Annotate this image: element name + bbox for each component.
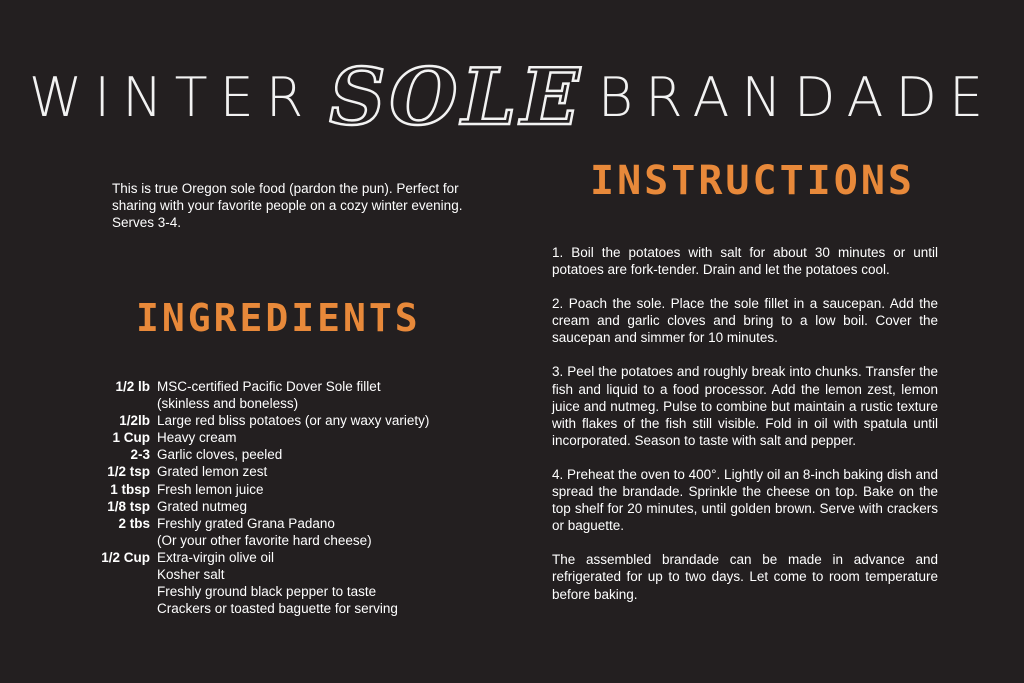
ingredient-item: Kosher salt — [157, 567, 225, 583]
ingredient-row — [60, 378, 480, 412]
ingredient-qty: 1/2 lb — [115, 379, 150, 394]
instruction-step: 1. Boil the potatoes with salt for about 30 minutes or until potatoes are fork-tender. Drain and let the potatoes cool. — [552, 245, 938, 278]
ingredient-item: Grated nutmeg — [157, 498, 248, 514]
ingredient-qty: 2-3 — [130, 447, 150, 463]
ingredient-row — [60, 600, 480, 617]
ingredient-qty: 1/2lb — [119, 413, 150, 429]
instruction-step: 4. Preheat the oven to 400°. Lightly oil an 8-inch baking dish and spread the brandade. Sprinkle the cheese on top. Bake on the top shelf for 20 minutes, until golden brown. Serve with crackers or baguette. — [552, 466, 938, 534]
ingredient-qty: 1/8 tsp — [107, 498, 150, 514]
ingredient-row — [60, 429, 480, 446]
ingredients-heading: INGREDIENTS — [136, 296, 421, 340]
ingredient-qty — [60, 600, 157, 617]
ingredient-qty — [60, 583, 157, 600]
ingredient-qty: 2 tbs — [118, 515, 150, 531]
title-word-brandade: BRANDADE — [597, 66, 996, 129]
ingredient-item: Fresh lemon juice — [157, 481, 264, 497]
ingredient-item: Freshly grated Grana Padano (Or your other favorite hard cheese) — [157, 515, 372, 548]
ingredient-row — [60, 481, 480, 498]
ingredient-item: Crackers or toasted baguette for serving — [157, 601, 398, 617]
recipe-title — [0, 52, 1024, 143]
instruction-note: The assembled brandade can be made in advance and refrigerated for up to two days. Let come to room temperature before baking. — [552, 552, 938, 602]
instructions-heading: INSTRUCTIONS — [590, 158, 915, 204]
ingredients-list — [60, 378, 480, 617]
ingredient-row — [60, 515, 480, 549]
ingredient-row — [60, 446, 480, 463]
ingredient-row — [60, 566, 480, 583]
ingredient-item: Large red bliss potatoes (or any waxy variety) — [157, 413, 430, 429]
ingredient-item: Heavy cream — [157, 430, 237, 446]
ingredient-qty: 1 Cup — [112, 430, 150, 446]
instruction-step: 3. Peel the potatoes and roughly break into chunks. Transfer the fish and liquid to a food processor. Add the lemon zest, lemon juice and nutmeg. Pulse to combine but maintain a rustic texture with flakes of the fish still visible. Fold in oil with spatula until incorporated. Season to taste with salt and pepper. — [552, 364, 938, 448]
ingredient-row — [60, 583, 480, 600]
instructions-list — [552, 244, 938, 620]
title-word-sole: SOLE — [329, 52, 584, 143]
ingredient-qty: 1/2 Cup — [101, 549, 150, 565]
recipe-intro: This is true Oregon sole food (pardon the pun). Perfect for sharing with your favorite people on a cozy winter evening. Serves 3-4. — [112, 181, 463, 230]
ingredient-row — [60, 412, 480, 429]
ingredient-item: Extra-virgin olive oil — [157, 549, 275, 565]
ingredient-qty: 1 tbsp — [110, 481, 150, 497]
ingredient-item: Grated lemon zest — [157, 464, 268, 480]
instruction-step: 2. Poach the sole. Place the sole fillet in a saucepan. Add the cream and garlic cloves and bring to a low boil. Cover the saucepan and simmer for 10 minutes. — [552, 296, 938, 346]
ingredient-row — [60, 463, 480, 480]
ingredient-qty — [60, 566, 157, 583]
ingredient-item: Freshly ground black pepper to taste — [157, 584, 377, 600]
title-word-winter: WINTER — [28, 66, 316, 129]
ingredient-item: Garlic cloves, peeled — [157, 447, 283, 463]
ingredient-row — [60, 549, 480, 566]
ingredient-qty: 1/2 tsp — [107, 464, 150, 480]
ingredient-item: MSC-certified Pacific Dover Sole fillet (skinless and boneless) — [157, 379, 381, 412]
ingredient-row — [60, 498, 480, 515]
